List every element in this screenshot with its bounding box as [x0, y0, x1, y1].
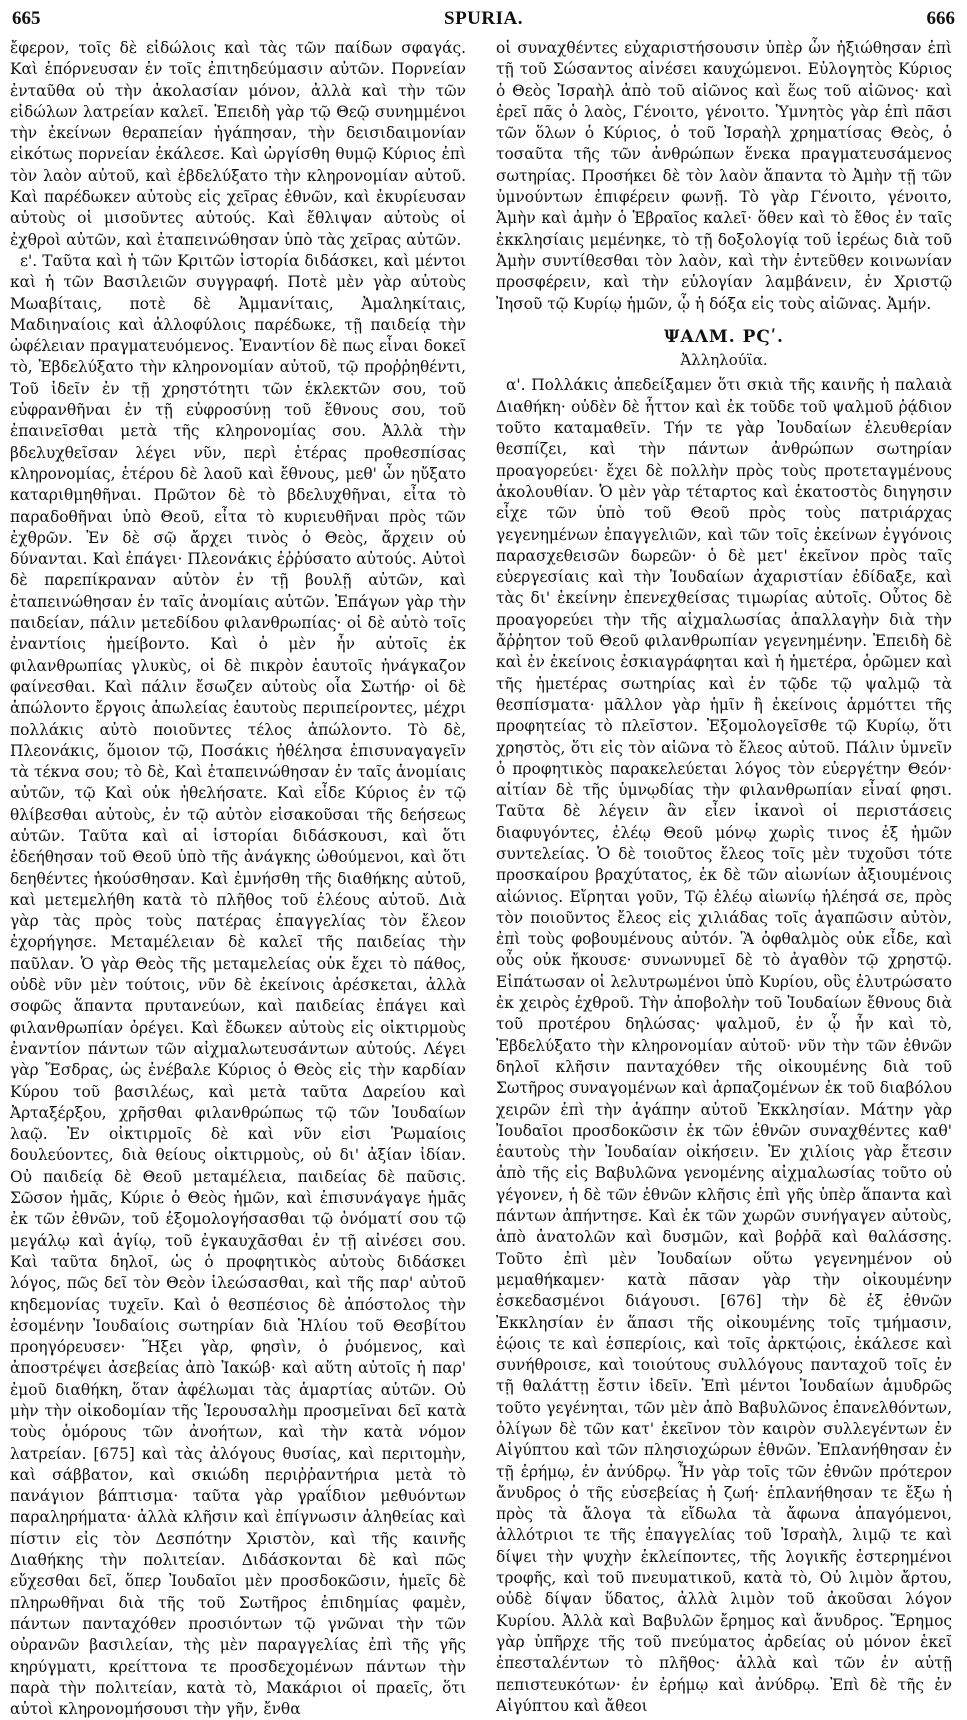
left-paragraph-2: ε'. Ταῦτα καὶ ἡ τῶν Κριτῶν ἱστορία διδάσκει, καὶ μέντοι καὶ ἡ τῶν Βασιλειῶν συγγραφή. Ποτὲ μὲν γὰρ αὐτοὺς Μωαβίταις, ποτὲ δὲ Ἀμμανίταις, Ἀμαληκίταις, Μαδιηναίοις καὶ ἀλλοφύλοις παρέδωκε, τῇ παιδείᾳ τὴν ὠφέλειαν πραγματευόμενος. Ἐναντίον δὲ πως εἶναι δοκεῖ τὸ, Ἐβδελύξατο τὴν κληρονομίαν αὐτοῦ, τῷ προῤῥηθέντι, Τοῦ ἰδεῖν ἐν τῇ χρηστότητι τῶν ἐκλεκτῶν σου, τοῦ εὐφρανθῆναι ἐν τῇ εὐφροσύνῃ τοῦ ἔθνους σου, τοῦ ἐπαινεῖσθαι μετὰ τῆς κληρονομίας σου. Ἀλλὰ τὴν βδελυχθεῖσαν λέγει νῦν, περὶ ἑτέρας προθεσπίσας κληρονομίας, ἑτέρου δὲ λαοῦ καὶ ἔθνους, μεθ' ὧν ηὔξατο καταριθμηθῆναι. Πρῶτον δὲ τὸ βδελυχθῆναι, εἶτα τὸ παραδοθῆναι ὑπὸ Θεοῦ, εἶτα τὸ κυριευθῆναι πρὸς τῶν ἐχθρῶν. Ἐν δὲ σῷ ἄρχει τινὸς ὁ Θεὸς, ἄρχειν οὐ δύνανται. Καὶ ἐπάγει· Πλεονάκις ἐῤῥύσατο αὐτούς. Αὐτοὶ δὲ παρεπίκραναν αὐτὸν ἐν τῇ βουλῇ αὐτῶν, καὶ ἐταπεινώθησαν ἐν ταῖς ἀνομίαις αὐτῶν. Ἐπάγων γὰρ τὴν παιδείαν, πάλιν μετεδίδου φιλανθρωπίας· οἱ δὲ αὐτὸ τοῖς ἐναντίοις ἠμείβοντο. Καὶ ὁ μὲν ἦν αὐτοῖς ἐκ φιλανθρωπίας γλυκὺς, οἱ δὲ πικρὸν ἑαυτοῖς ἠνάγκαζον φαίνεσθαι. Καὶ πάλιν ἔσωζεν αὐτοὺς οἷα Σωτήρ· οἱ δὲ ἀπώλοντο ἔργοις ἀπωλείας ἑαυτοὺς περιπείροντες, μέχρι πολλάκις αὐτὸ ποιοῦντες τέλος ἀπώλοντο. Τὸ δὲ, Πλεονάκις, ὅμοιον τῷ, Ποσάκις ἠθέλησα ἐπισυναγαγεῖν τὰ τέκνα σου; τὸ δὲ, Καὶ ἐταπεινώθησαν ἐν ταῖς ἀνομίαις αὐτῶν, τῷ Καὶ οὐκ ἠθελήσατε. Καὶ εἶδε Κύριος ἐν τῷ θλίβεσθαι αὐτοὺς, ἐν τῷ αὐτὸν εἰσακοῦσαι τῆς δεήσεως αὐτῶν. Ταῦτα καὶ αἱ ἱστορίαι διδάσκουσι, καὶ ὅτι ἐδεήθησαν τοῦ Θεοῦ ὑπὸ τῆς ἀνάγκης ὠθούμενοι, καὶ ὅτι δεηθέντες ἠκούσθησαν. Καὶ ἐμνήσθη τῆς διαθήκης αὐτοῦ, καὶ μετεμελήθη κατὰ τὸ πλῆθος τοῦ ἐλέους αὐτοῦ. Διὰ γὰρ τὰς πρὸς τοὺς πατέρας ἐπαγγελίας τὸν ἔλεον ἐχορήγησε. Μεταμέλειαν δὲ καλεῖ τῆς παιδείας τὴν παῦλαν. Ὁ γὰρ Θεὸς τῆς μεταμελείας οὐκ ἔχει τὸ πάθος, οὐδὲ νῦν μὲν τούτοις, νῦν δὲ ἐκείνοις ἀρέσκεται, ἀλλὰ σοφῶς ἅπαντα πρυτανεύων, καὶ παιδείας ἐπάγει καὶ φιλανθρωπίαν ὀρέγει. Καὶ ἔδωκεν αὐτοὺς εἰς οἰκτιρμοὺς ἐναντίον πάντων τῶν αἰχμαλωτευσάντων αὐτούς. Λέγει γὰρ Ἔσδρας, ὡς ἐνέβαλε Κύριος ὁ Θεὸς εἰς τὴν καρδίαν Κύρου τοῦ βασιλέως, καὶ μετὰ ταῦτα Δαρείου καὶ Ἀρταξέρξου, χρῆσθαι φιλανθρώπως τῷ τῶν Ἰουδαίων λαῷ. Ἐν οἰκτιρμοῖς δὲ καὶ νῦν εἰσι Ῥωμαίοις δουλεύοντες, διὰ θείους οἰκτιρμοὺς, οὐ δι' ἀξίαν ἰδίαν. Οὐ παιδείᾳ δὲ Θεοῦ μεταμέλεια, παιδείας δὲ παῦσις. Σῶσον ἡμᾶς, Κύριε ὁ Θεὸς ἡμῶν, καὶ ἐπισυνάγαγε ἡμᾶς ἐκ τῶν ἐθνῶν, τοῦ ἐξομολογήσασθαι τῷ ὀνόματί σου τῷ μεγάλῳ καὶ ἁγίῳ, τοῦ ἐγκαυχᾶσθαι ἐν τῇ αἰνέσει σου. Καὶ ταῦτα δηλοῖ, ὡς ὁ προφητικὸς αὐτοὺς διδάσκει λόγος, πῶς δεῖ τὸν Θεὸν ἱλεώσασθαι, καὶ τῆς παρ' αὐτοῦ κηδεμονίας τυχεῖν. Καὶ ὁ θεσπέσιος δὲ ἀπόστολος τὴν ἐσομένην Ἰουδαίοις σωτηρίαν διὰ Ἡλίου τοῦ Θεσβίτου προηγόρευσεν· Ἥξει γὰρ, φησὶν, ὁ ῥυόμενος, καὶ ἀποστρέψει ἀσεβείας ἀπὸ Ἰακώβ· καὶ αὕτη αὐτοῖς ἡ παρ' ἐμοῦ διαθήκη, ὅταν ἀφέλωμαι τὰς ἁμαρτίας αὐτῶν. Οὐ μὴν τὴν οἰκοδομίαν τῆς Ἱερουσαλὴμ προσμεῖναι δεῖ κατὰ τοὺς ὁμόρους τῶν ἀνοήτων, καὶ τὴν κατὰ νόμον λατρείαν. [675] καὶ τὰς ἀλόγους θυσίας, καὶ περιτομὴν, καὶ σάββατον, καὶ σκιώδη περιῤῥαντήρια μετὰ τὸ πανάγιον βάπτισμα· ταῦτα γὰρ γραΐδιον μεθυόντων παραληρήματα· ἀλλὰ κλῆσιν καὶ ἐπίγνωσιν ἀληθείας καὶ πίστιν εἰς τὸν Δεσπότην Χριστὸν, καὶ τῆς καινῆς Διαθήκης τὴν πολιτείαν. Διδάσκονται δὲ καὶ πῶς εὔχεσθαι δεῖ, ὅπερ Ἰουδαῖοι μὲν προσδοκῶσιν, ἡμεῖς δὲ πληρωθῆναι διὰ τῆς τοῦ Σωτῆρος ἐπιδημίας φαμὲν, πάντων πανταχόθεν προσιόντων τῷ γνῶναι τὴν τῶν οὐρανῶν βασιλείαν, τὴς μὲν παραγγελίας ἐπὶ τῆς γῆς κηρύγματι, κρείττονα τε προσδεχομένων πάντων τὴν παρὰ τὴν πολιτείαν, κατὰ τὸ, Μακάριοι οἱ πραεῖς, ὅτι αὐτοὶ κληρονομήσουσι τὴν γῆν, ἔνθα [10, 251, 466, 1719]
page-number-left: 665 [12, 8, 41, 29]
right-paragraph-body: α'. Πολλάκις ἀπεδείξαμεν ὅτι σκιὰ τῆς καινῆς ἡ παλαιὰ Διαθήκη· οὐδὲν δὲ ἧττον καὶ ἐκ τοῦδε τοῦ ψαλμοῦ ῥᾴδιον τοῦτο καταμαθεῖν. Τήν τε γὰρ Ἰουδαίων ἐλευθερίαν θεσπίζει, καὶ τὴν πάντων ἀνθρώπων σωτηρίαν προαγορεύει· ἔχει δὲ πολλὴν πρὸς τοὺς προτεταγμένους ἀκολουθίαν. Ὁ μὲν γὰρ τέταρτος καὶ ἑκατοστὸς διηγησιν εἶχε τῶν ὑπὸ τοῦ Θεοῦ πρὸς τοὺς πατριάρχας γεγενημένων ἐπαγγελιῶν, καὶ τῶν τοῖς ἐκείνων ἐγγόνοις παρασχεθεισῶν δωρεῶν· ὁ δὲ μετ' ἐκεῖνον πρὸς ταῖς εὐεργεσίαις καὶ τὴν Ἰουδαίων ἀχαριστίαν ἐδίδαξε, καὶ τὰς δι' ἐκείνην ἐπενεχθείσας τιμωρίας αὐτοῖς. Οὗτος δὲ προαγορεύει τὴν τῆς αἰχμαλωσίας ἀπαλλαγὴν διὰ τὴν ἄῤῥητον τοῦ Θεοῦ φιλανθρωπίαν γεγενημένην. Ἐπειδὴ δὲ καὶ ἐν ἐκείνοις ἐσκιαγράφηται καὶ ἡ ἡμετέρα, ὁρῶμεν καὶ τῆς ἡμετέρας σωτηρίας καὶ ἐν τῷδε τῷ ψαλμῷ τὰ θεσπίσματα· μᾶλλον γὰρ ἡμῖν ἢ ἐκείνοις ἁρμόττει τῆς προφητείας τὸ πλεῖστον. Ἐξομολογεῖσθε τῷ Κυρίῳ, ὅτι χρηστὸς, ὅτι εἰς τὸν αἰῶνα τὸ ἔλεος αὐτοῦ. Πάλιν ὑμνεῖν ὁ προφητικὸς παρακελεύεται λόγος τὸν εὐεργέτην Θεόν· αἰτίαν δὲ τῆς ὑμνῳδίας τὴν φιλανθρωπίαν εἶναί φησι. Ταῦτα δὲ λέγειν ἂν εἶεν ἱκανοὶ οἱ περιστάσεις διαφυγόντες, ἐλέῳ Θεοῦ μόνῳ χωρὶς τινος ἐξ ἡμῶν συντελείας. Ὁ δὲ τοιοῦτος ἔλεος τοῖς μὲν τυχοῦσι τότε προσκαίρου βραχύτατος, ἐκ δὲ τῶν αἰωνίων ἀξιουμένοις αἰώνιος. Εἴρηται γοῦν, Τῷ ἐλέῳ αἰωνίῳ ἠλέησά σε, πρὸς τὸν ποιοῦντος ἔλεος εἰς χιλιάδας τοῖς ἀγαπῶσιν αὐτὸν, ἐπὶ τοὺς φοβουμένους αὐτόν. Ἃ ὀφθαλμὸς οὐκ εἶδε, καὶ οὖς οὐκ ἤκουσε· συνωνυμεῖ δὲ τὸ ἀγαθὸν τῷ χρηστῷ. Εἰπάτωσαν οἱ λελυτρωμένοι ὑπὸ Κυρίου, οὓς ἐλυτρώσατο ἐκ χειρὸς ἐχθροῦ. Τὴν ἀποβολὴν τοῦ Ἰουδαίων ἔθνους διὰ τοῦ προτέρου δηλώσας· ψαλμοῦ, ἐν ᾧ ἦν καὶ τὸ, Ἐβδελύξατο τὴν κληρονομίαν αὐτοῦ· νῦν τὴν τῶν ἐθνῶν δηλοῖ κλῆσιν πανταχόθεν τῆς οἰκουμένης διὰ τοῦ Σωτῆρος συναγομένων καὶ ἁρπαζομένων ἐκ τοῦ διαβόλου χειρῶν ἐπὶ τὴν ἀγάπην αὐτοῦ Ἐκκλησίαν. Μάτην γὰρ Ἰουδαῖοι προσδοκῶσιν ἐκ τῶν ἐθνῶν συναχθέντες καθ' ἑαυτοὺς τὴν Ἰουδαίαν οἰκήσειν. Ἐν χιλίοις γὰρ ἔτεσιν ἀπὸ τῆς εἰς Βαβυλῶνα γενομένης αἰχμαλωσίας τοῦτο οὐ γέγονεν, ἡ δὲ τῶν ἐθνῶν κλῆσις ἐπὶ γῆς ὑπὲρ ἅπαντα καὶ πάντων ἀπήντησε. Καὶ ἐκ τῶν χωρῶν συνήγαγεν αὐτοὺς, ἀπὸ ἀνατολῶν καὶ δυσμῶν, καὶ βοῤῥᾶ καὶ θαλάσσης. Τοῦτο ἐπὶ μὲν Ἰουδαίων οὕτω γεγενημένον οὐ μεμαθήκαμεν· κατὰ πᾶσαν γὰρ τὴν οἰκουμένην ἐσκεδασμένοι διάγουσι. [676] τὴν δὲ ἐξ ἐθνῶν Ἐκκλησίαν ἐν ἅπασι τῆς οἰκουμένης τοῖς τμήμασιν, ἑῴοις τε καὶ ἑσπερίοις, καὶ τοῖς ἀρκτῴοις, ἐκάλεσε καὶ συνήθροισε, καὶ τοιούτους συλλόγους πανταχοῦ τοῖς ἐν τῇ θαλάττῃ ἔστιν ἰδεῖν. Ἐπὶ μέντοι Ἰουδαίων ἁμυδρῶς τοῦτο γεγένηται, τῶν μὲν ἀπὸ Βαβυλῶνος ἐπανελθόντων, ὀλίγων δὲ τῶν κατ' ἐκεῖνον τὸν καιρὸν συλλεγέντων ἐν Αἰγύπτου καὶ τῶν πλησιοχώρων ἐθνῶν. Ἐπλανήθησαν ἐν τῇ ἐρήμῳ, ἐν ἀνύδρῳ. Ἦν γὰρ τοῖς τῶν ἐθνῶν πρότερον ἄνυδρος ὁ τῆς εὐσεβείας ἡ ζωή· ἐπλανήθησαν τε ἔξω ἡ πρὸς τὰ ἄλογα τὰ εἴδωλα τὰ ἄφωνα ἀπαγόμενοι, ἀλλότριοι τε τῆς ἐπαγγελίας τοῦ Ἰσραὴλ, λιμῷ τε καὶ δίψει τὴν ψυχὴν ἐκλείποντες, τῆς λογικῆς ἐστερημένοι τροφῆς, καὶ τοῦ πνευματικοῦ, κατὰ τὸ, Οὐ λιμὸν ἄρτου, οὐδὲ δίψαν ὕδατος, ἀλλὰ λιμὸν τοῦ ἀκοῦσαι λόγον Κυρίου. Ἀλλὰ καὶ Βαβυλῶν ἔρημος καὶ ἄνυδρος. Ἔρημος γὰρ ὑπῆρχε τῆς τοῦ πνεύματος ἀρδείας οὐ μόνον ἑκεῖ ἐπεσταλέντων τὸ πλῆθος· ἀλλὰ καὶ τῶν ἐν αὐτῇ πεπιστευκότων· ἐν ἐρήμῳ καὶ ἀνύδρῳ. Ἐπὶ δὲ τῆς ἐν Αἰγύπτου καὶ ἄθεοι [496, 376, 952, 1715]
running-title: SPURIA. [444, 8, 523, 29]
right-paragraph-top: οἱ συναχθέντες εὐχαριστήσουσιν ὑπὲρ ὧν ἠξιώθησαν ἐπὶ τῇ τοῦ Σώσαντος αἰνέσει καυχώμενοι. Εὐλογητὸς Κύριος ὁ Θεὸς Ἰσραὴλ ἀπὸ τοῦ αἰῶνος καὶ ἕως τοῦ αἰῶνος· καὶ ἐρεῖ πᾶς ὁ λαὸς, Γένοιτο, γένοιτο. Ὑμνητὸς γὰρ ἐπὶ πᾶσι τῶν ὅλων ὁ Κύριος, ὁ τοῦ Ἰσραὴλ χρηματίσας Θεὸς, ὁ τοσαῦτα τῆς τῶν ἀνθρώπων ἕνεκα πραγματευσάμενος σωτηρίας. Προσήκει δὲ τὸν λαὸν ἅπαντα τὸ Ἀμὴν τῇ τῶν ὑμνούντων ἐπιφέρειν φωνῇ. Τὸ γὰρ Γένοιτο, γένοιτο, Ἀμὴν καὶ ἀμὴν ὁ Ἑβραῖος καλεῖ· ὅθεν καὶ τὸ ἔθος ἐν ταῖς ἐκκλησίαις μεμένηκε, τὸ τῇ δοξολογίᾳ τοῦ ἱερέως διὰ τοῦ Ἀμὴν συντίθεσθαι τὸν λαὸν, καὶ τὴν ἐντεῦθεν κοινωνίαν προσφέρειν, καὶ τὴν εὐλογίαν λαμβάνειν, ἐν Χριστῷ Ἰησοῦ τῷ Κυρίῳ ἡμῶν, ᾧ ἡ δόξα εἰς τοὺς αἰῶνας. Ἀμήν. [496, 39, 952, 313]
page-header [12, 8, 955, 38]
psalm-heading: ΨΑΛΜ. ΡϚʹ. [664, 326, 784, 347]
left-column [10, 38, 466, 1719]
page-number-right: 666 [926, 8, 955, 29]
psalm-subheading: Ἀλληλούϊα. [680, 351, 768, 370]
right-column [496, 38, 952, 1715]
left-paragraph-1: ἔφερον, τοῖς δὲ εἰδώλοις καὶ τὰς τῶν παίδων σφαγάς. Καὶ ἐπόρνευσαν ἐν τοῖς ἐπιτηδεύμασιν αὐτῶν. Πορνείαν ἐνταῦθα οὐ τὴν ἀκολασίαν μόνον, ἀλλὰ καὶ τὴν τῶν εἰδώλων λατρείαν καλεῖ. Ἐπειδὴ γὰρ τῷ Θεῷ συνημμένοι τὴν ἐκείνων θεραπείαν ἠγάπησαν, τὴν δεισιδαιμονίαν εἰκότως πορνείαν ἐκάλεσε. Καὶ ὠργίσθη θυμῷ Κύριος ἐπὶ τὸν λαὸν αὐτοῦ, καὶ ἐβδελύξατο τὴν κληρονομίαν αὐτοῦ. Καὶ παρέδωκεν αὐτοὺς εἰς χεῖρας ἐθνῶν, καὶ ἐκυρίευσαν αὐτοὺς οἱ μισοῦντες αὐτούς. Καὶ ἔθλιψαν αὐτοὺς οἱ ἐχθροὶ αὐτῶν, καὶ ἐταπεινώθησαν ὑπὸ τὰς χεῖρας αὐτῶν. [10, 39, 466, 249]
